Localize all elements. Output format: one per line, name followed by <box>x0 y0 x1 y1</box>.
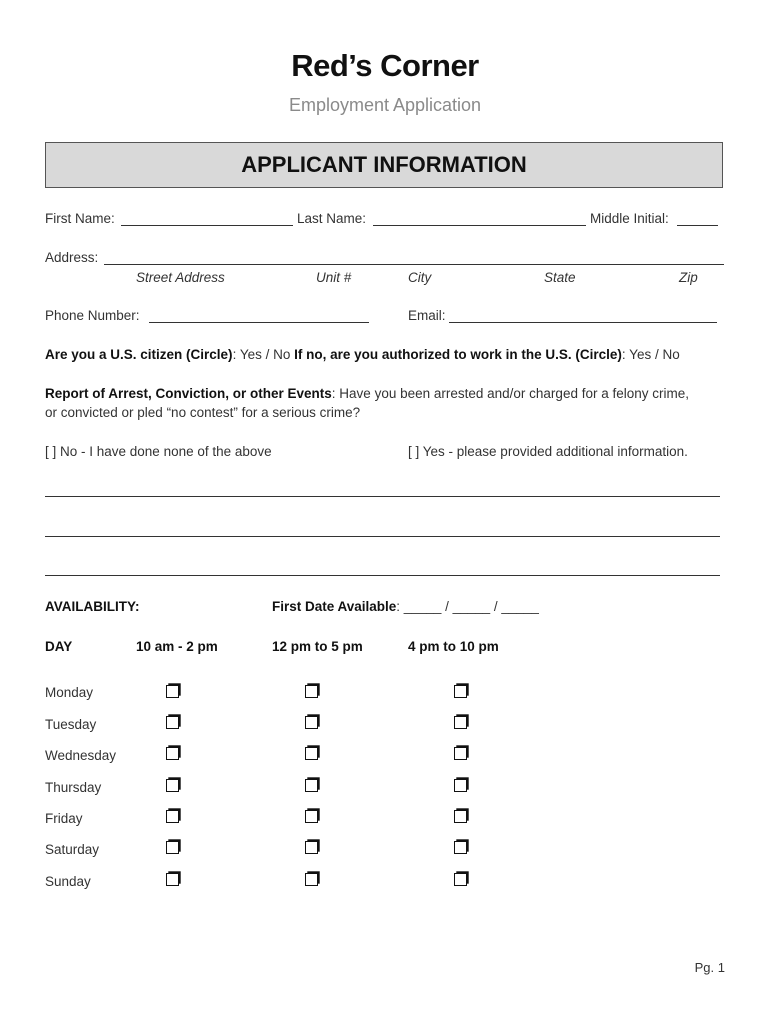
phone-field[interactable] <box>149 322 369 323</box>
day-label-thursday: Thursday <box>45 780 102 795</box>
email-label: Email: <box>408 308 446 323</box>
checkbox-friday-10am-2pm[interactable] <box>166 810 179 823</box>
work-authorization-question: If no, are you authorized to work in the U.S. (Circle) <box>294 347 622 362</box>
report-question-line-1 <box>45 386 689 401</box>
section-header-applicant-information: APPLICANT INFORMATION <box>45 142 723 188</box>
first-name-field[interactable] <box>121 225 293 226</box>
citizen-options[interactable]: : Yes / No <box>232 347 291 362</box>
checkbox-friday-4pm-10pm[interactable] <box>454 810 467 823</box>
day-label-friday: Friday <box>45 811 83 826</box>
street-address-caption: Street Address <box>136 270 225 285</box>
citizen-question-row <box>45 347 680 362</box>
report-question-line-2: or convicted or pled “no contest” for a serious crime? <box>45 405 361 420</box>
slot-4pm-10pm-header: 4 pm to 10 pm <box>408 639 499 654</box>
middle-initial-label: Middle Initial: <box>590 211 669 226</box>
page-number: Pg. 1 <box>694 960 725 975</box>
citizen-question: Are you a U.S. citizen (Circle) <box>45 347 233 362</box>
unit-caption: Unit # <box>316 270 352 285</box>
day-label-wednesday: Wednesday <box>45 748 117 763</box>
checkbox-tuesday-4pm-10pm[interactable] <box>454 716 467 729</box>
report-option-yes[interactable]: [ ] Yes - please provided additional information. <box>408 444 688 459</box>
checkbox-tuesday-12pm-5pm[interactable] <box>305 716 318 729</box>
page-title: Red’s Corner <box>291 48 479 83</box>
day-label-tuesday: Tuesday <box>45 717 97 732</box>
checkbox-tuesday-10am-2pm[interactable] <box>166 716 179 729</box>
first-date-field[interactable]: : _____ / _____ / _____ <box>396 599 539 614</box>
additional-info-line-3[interactable] <box>45 575 720 576</box>
city-caption: City <box>408 270 432 285</box>
first-date-available <box>272 599 539 614</box>
report-question-text: : Have you been arrested and/or charged for a felony crime, <box>331 386 689 401</box>
checkbox-wednesday-4pm-10pm[interactable] <box>454 747 467 760</box>
checkbox-friday-12pm-5pm[interactable] <box>305 810 318 823</box>
checkbox-thursday-4pm-10pm[interactable] <box>454 779 467 792</box>
address-field[interactable] <box>104 264 724 265</box>
address-label: Address: <box>45 250 99 265</box>
checkbox-thursday-12pm-5pm[interactable] <box>305 779 318 792</box>
day-label-monday: Monday <box>45 685 94 700</box>
day-column-header: DAY <box>45 639 73 654</box>
checkbox-thursday-10am-2pm[interactable] <box>166 779 179 792</box>
email-field[interactable] <box>449 322 717 323</box>
checkbox-wednesday-10am-2pm[interactable] <box>166 747 179 760</box>
slot-12pm-5pm-header: 12 pm to 5 pm <box>272 639 363 654</box>
checkbox-monday-10am-2pm[interactable] <box>166 685 179 698</box>
additional-info-line-2[interactable] <box>45 536 720 537</box>
checkbox-sunday-4pm-10pm[interactable] <box>454 873 467 886</box>
slot-10am-2pm-header: 10 am - 2 pm <box>136 639 218 654</box>
last-name-field[interactable] <box>373 225 586 226</box>
day-label-sunday: Sunday <box>45 874 91 889</box>
first-date-label: First Date Available <box>272 599 397 614</box>
checkbox-sunday-10am-2pm[interactable] <box>166 873 179 886</box>
checkbox-monday-12pm-5pm[interactable] <box>305 685 318 698</box>
checkbox-saturday-12pm-5pm[interactable] <box>305 841 318 854</box>
checkbox-saturday-4pm-10pm[interactable] <box>454 841 467 854</box>
middle-initial-field[interactable] <box>677 225 718 226</box>
checkbox-saturday-10am-2pm[interactable] <box>166 841 179 854</box>
checkbox-sunday-12pm-5pm[interactable] <box>305 873 318 886</box>
additional-info-line-1[interactable] <box>45 496 720 497</box>
availability-label: AVAILABILITY: <box>45 599 140 614</box>
day-label-saturday: Saturday <box>45 842 100 857</box>
last-name-label: Last Name: <box>297 211 367 226</box>
first-name-label: First Name: <box>45 211 115 226</box>
phone-label: Phone Number: <box>45 308 140 323</box>
report-label: Report of Arrest, Conviction, or other Events <box>45 386 332 401</box>
zip-caption: Zip <box>679 270 698 285</box>
checkbox-monday-4pm-10pm[interactable] <box>454 685 467 698</box>
page-subtitle: Employment Application <box>288 95 482 115</box>
work-authorization-options[interactable]: : Yes / No <box>621 347 680 362</box>
checkbox-wednesday-12pm-5pm[interactable] <box>305 747 318 760</box>
state-caption: State <box>544 270 576 285</box>
report-option-no[interactable]: [ ] No - I have done none of the above <box>45 444 272 459</box>
